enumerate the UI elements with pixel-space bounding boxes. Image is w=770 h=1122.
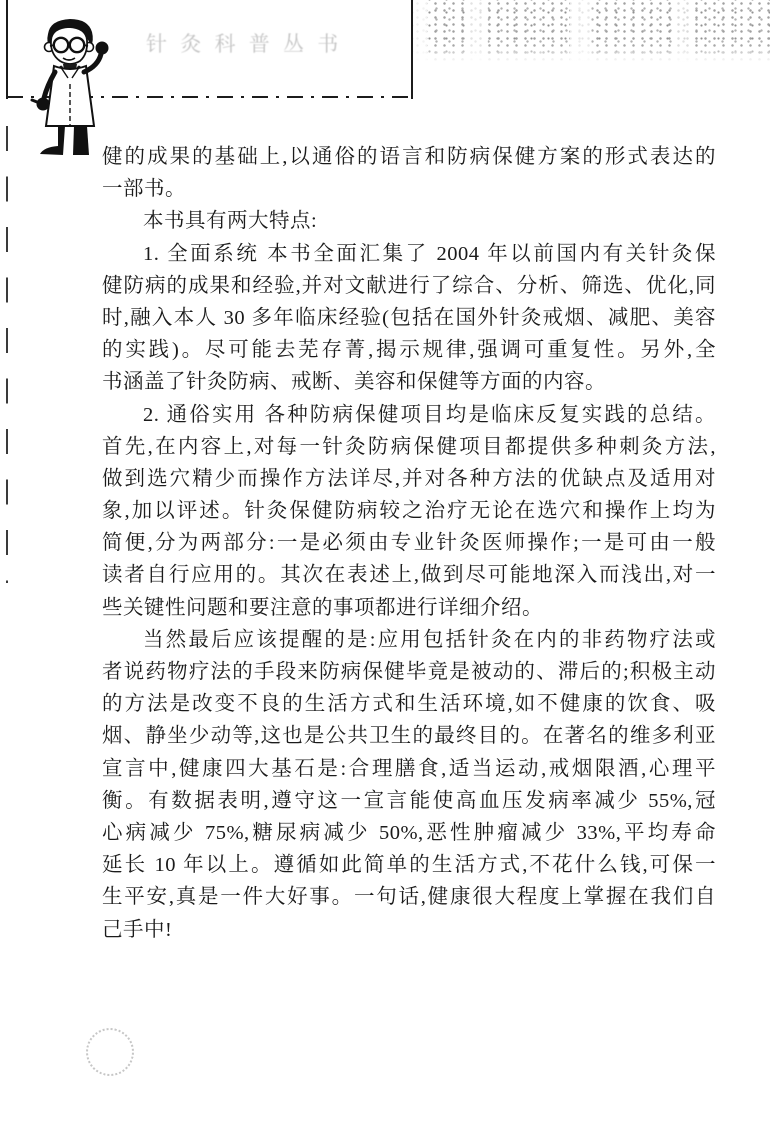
text-line: 首先,在内容上,对每一针灸防病保健项目都提供多种刺灸方法, (102, 435, 716, 458)
text-line: 健防病的成果和经验,并对文献进行了综合、分析、筛选、优化,同 (102, 274, 716, 297)
text-line: 己手中! (102, 918, 173, 941)
ghost-series-title: 针 灸 科 普 丛 书 (146, 32, 343, 56)
text-line: 本书具有两大特点: (143, 210, 318, 233)
text-line: 健的成果的基础上,以通俗的语言和防病保健方案的形式表达的 (102, 146, 716, 168)
text-line: 心病减少 75%,糖尿病减少 50%,恶性肿瘤减少 33%,平均寿命 (102, 821, 716, 844)
text-line: 些关键性问题和要注意的事项都进行详细介绍。 (102, 596, 543, 619)
text-line: 宣言中,健康四大基石是:合理膳食,适当运动,戒烟限酒,心理平 (102, 757, 716, 780)
text-line: 书涵盖了针灸防病、戒断、美容和保健等方面的内容。 (102, 371, 606, 394)
ink-smudge-circle (82, 1024, 139, 1081)
text-line: 烟、静坐少动等,这也是公共卫生的最终目的。在著名的维多利亚 (102, 725, 716, 748)
text-line: 的方法是改变不良的生活方式和生活环境,如不健康的饮食、吸 (102, 693, 716, 716)
text-line: 延长 10 年以上。遵循如此简单的生活方式,不花什么钱,可保一 (102, 854, 716, 877)
text-line: 象,加以评述。针灸保健防病较之治疗无论在选穴和操作上均为 (102, 500, 716, 523)
text-line: 生平安,真是一件大好事。一句话,健康很大程度上掌握在我们自 (102, 886, 716, 909)
text-line: 2. 通俗实用 各种防病保健项目均是临床反复实践的总结。 (143, 403, 716, 426)
text-line: 当然最后应该提醒的是:应用包括针灸在内的非药物疗法或 (143, 628, 716, 651)
text-line: 一部书。 (102, 178, 186, 201)
scanner-noise-band (413, 0, 770, 62)
text-line: 的实践)。尽可能去芜存菁,揭示规律,强调可重复性。另外,全 (102, 339, 716, 362)
text-line: 1. 全面系统 本书全面汇集了 2004 年以前国内有关针灸保 (143, 242, 716, 265)
text-line: 读者自行应用的。其次在表述上,做到尽可能地深入而浅出,对一 (102, 564, 716, 587)
text-line: 简便,分为两部分:一是必须由专业针灸医师操作;一是可由一般 (102, 532, 716, 555)
text-line: 者说药物疗法的手段来防病保健毕竟是被动的、滞后的;积极主动 (102, 661, 716, 683)
header-frame-left-line (6, 0, 8, 99)
left-margin-scan-ticks (6, 126, 8, 583)
text-line: 做到选穴精少而操作方法详尽,并对各种方法的优缺点及适用对 (102, 467, 716, 490)
text-line: 时,融入本人 30 多年临床经验(包括在国外针灸戒烟、减肥、美容 (102, 306, 716, 329)
page-text (102, 141, 716, 946)
text-line: 衡。有数据表明,遵守这一宣言能使高血压发病率减少 55%,冠 (102, 789, 716, 812)
